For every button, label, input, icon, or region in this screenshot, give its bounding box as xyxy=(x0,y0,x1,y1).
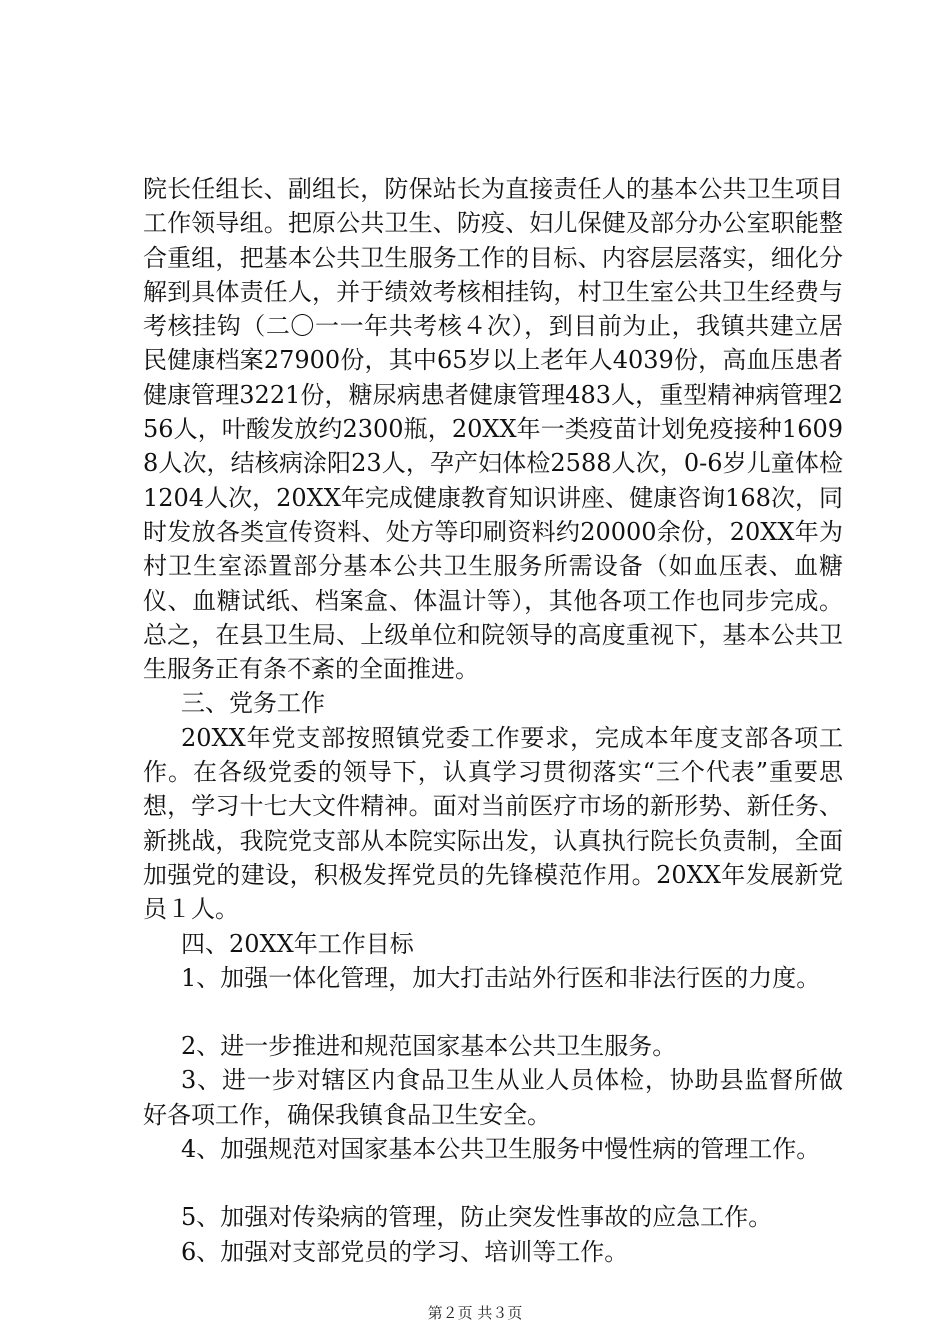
goal-item-3: 3、进一步对辖区内食品卫生从业人员体检，协助县监督所做好各项工作，确保我镇食品卫生安全。 xyxy=(143,1066,843,1129)
goal-item-1: 1、加强一体化管理，加大打击站外行医和非法行医的力度。 xyxy=(181,963,821,992)
page-number-footer: 第２页 共３页 xyxy=(427,1304,523,1322)
goal-item-5: 5、加强对传染病的管理，防止突发性事故的应急工作。 xyxy=(181,1203,773,1232)
paragraph-public-health-summary: 院长任组长、副组长，防保站长为直接责任人的基本公共卫生项目工作领导组。把原公共卫生、防疫、妇儿保健及部分办公室职能整合重组，把基本公共卫生服务工作的目标、内容层层落实，细化分解到具体责任人，并于绩效考核相挂钩，村卫生室公共卫生经费与考核挂钩（二〇一一年共考核４次），到目前为止，我镇共建立居民健康档案27900份，其中65岁以上老年人4039份，高血压患者健康管理3221份，糖尿病患者健康管理483人，重型精神病管理256人，叶酸发放约2300瓶，20XX年一类疫苗计划免疫接种16098人次，结核病涂阳23人，孕产妇体检2588人次，0-6岁儿童体检1204人次，20XX年完成健康教育知识讲座、健康咨询168次，同时发放各类宣传资料、处方等印刷资料约20000余份，20XX年为村卫生室添置部分基本公共卫生服务所需设备（如血压表、血糖仪、血糖试纸、档案盒、体温计等），其他各项工作也同步完成。总之，在县卫生局、上级单位和院领导的高度重视下，基本公共卫生服务正有条不紊的全面推进。 xyxy=(143,175,843,684)
document-body xyxy=(143,172,843,1269)
section-heading-work-goals: 四、20XX年工作目标 xyxy=(181,929,414,958)
paragraph-party-affairs: 20XX年党支部按照镇党委工作要求，完成本年度支部各项工作。在各级党委的领导下，认真学习贯彻落实“三个代表”重要思想，学习十七大文件精神。面对当前医疗市场的新形势、新任务、新挑战，我院党支部从本院实际出发，认真执行院长负责制，全面加强党的建设，积极发挥党员的先锋模范作用。20XX年发展新党员１人。 xyxy=(143,723,843,924)
goal-item-6: 6、加强对支部党员的学习、培训等工作。 xyxy=(181,1237,629,1266)
section-heading-party-affairs: 三、党务工作 xyxy=(181,689,325,718)
goal-item-2: 2、进一步推进和规范国家基本公共卫生服务。 xyxy=(181,1032,677,1061)
goal-item-4: 4、加强规范对国家基本公共卫生服务中慢性病的管理工作。 xyxy=(181,1135,821,1164)
